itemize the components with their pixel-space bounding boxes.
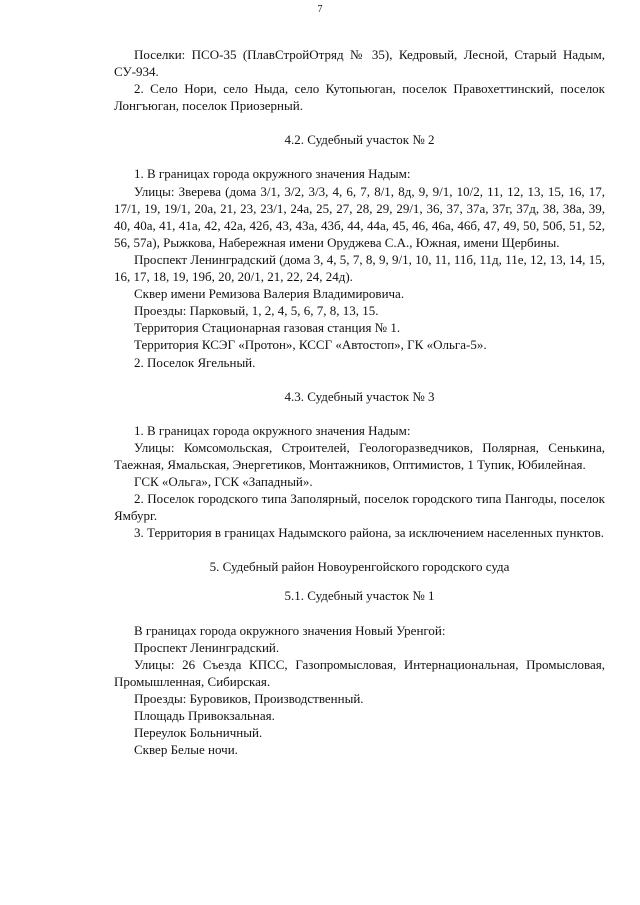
paragraph: Сквер Белые ночи. xyxy=(134,742,238,758)
paragraph: Территория КСЭГ «Протон», КССГ «Автостоп», ГК «Ольга-5». xyxy=(134,337,487,353)
paragraph-streets: Улицы: 26 Съезда КПСС, Газопромысловая, Интернациональная, Промысловая, Промышленная, Сибирская. xyxy=(114,656,605,689)
paragraph-avenue: Проспект Ленинградский (дома 3, 4, 5, 7, 8, 9, 9/1, 10, 11, 11б, 11д, 11е, 12, 13, 14, 15, 16, 17, 18, 19, 19б, 20, 20/1, 21, 22, 24, 24д). xyxy=(114,251,605,285)
paragraph: Сквер имени Ремизова Валерия Владимировича. xyxy=(134,286,405,302)
paragraph-villages: 2. Село Нори, село Ныда, село Кутопьюган, поселок Правохеттинский, поселок Лонгъюган, поселок Приозерный. xyxy=(114,81,605,114)
paragraph: Проспект Ленинградский. xyxy=(134,639,280,655)
paragraph: 2. Поселок Ягельный. xyxy=(134,354,256,370)
paragraph: В границах города окружного значения Новый Уренгой: xyxy=(134,622,446,638)
paragraph: Площадь Привокзальная. xyxy=(134,708,275,723)
paragraph: Территория Стационарная газовая станция № 1. xyxy=(134,320,401,336)
section-heading-4-3: 4.3. Судебный участок № 3 xyxy=(284,388,435,404)
section-heading-5: 5. Судебный район Новоуренгойского городского суда xyxy=(209,559,510,575)
paragraph-settlements: Поселки: ПСО-35 (ПлавСтройОтряд № 35), Кедровый, Лесной, Старый Надым, СУ-934. xyxy=(114,47,605,80)
paragraph: Проезды: Буровиков, Производственный. xyxy=(134,690,364,706)
paragraph: Проезды: Парковый, 1, 2, 4, 5, 6, 7, 8, 13, 15. xyxy=(134,303,379,319)
paragraph: 1. В границах города окружного значения Надым: xyxy=(134,166,411,182)
paragraph: ГСК «Ольга», ГСК «Западный». xyxy=(134,473,313,489)
paragraph: Переулок Больничный. xyxy=(134,725,263,741)
paragraph-streets: Улицы: Зверева (дома 3/1, 3/2, 3/3, 4, 6, 7, 8/1, 8д, 9, 9/1, 10/2, 11, 12, 13, 15, 16, 17, 17/1, 19, 19/1, 20а, 21, 23, 23/1, 24а, 25, 27, 28, 29, 29/1, 36, 37, 37а, 37г, 37д, 38, 38а, 39, 40, 40а, 41, 41а, 42, 42а, 42б, 43, 43а, 43б, 44, 44а, 45, 46, 46а, 46б, 47, 49, 50, 50б, 51, 52, 56, 57а), Рыжкова, Набережная имени Оруджева С.А., Южная, имени Щербины. xyxy=(114,183,605,250)
section-heading-4-2: 4.2. Судебный участок № 2 xyxy=(284,132,435,148)
paragraph-streets: Улицы: Комсомольская, Строителей, Геологоразведчиков, Полярная, Сенькина, Таежная, Ямальская, Энергетиков, Монтажников, Оптимистов, 1 Тупик, Юбилейная. xyxy=(114,439,605,472)
paragraph: 3. Территория в границах Надымского района, за исключением населенных пунктов. xyxy=(134,525,605,541)
document-body xyxy=(114,46,605,758)
paragraph: 2. Поселок городского типа Заполярный, поселок городского типа Пангоды, поселок Ямбург. xyxy=(114,491,605,524)
section-heading-5-1: 5.1. Судебный участок № 1 xyxy=(284,588,435,604)
page-number: 7 xyxy=(317,4,323,15)
paragraph: 1. В границах города окружного значения Надым: xyxy=(134,422,411,438)
